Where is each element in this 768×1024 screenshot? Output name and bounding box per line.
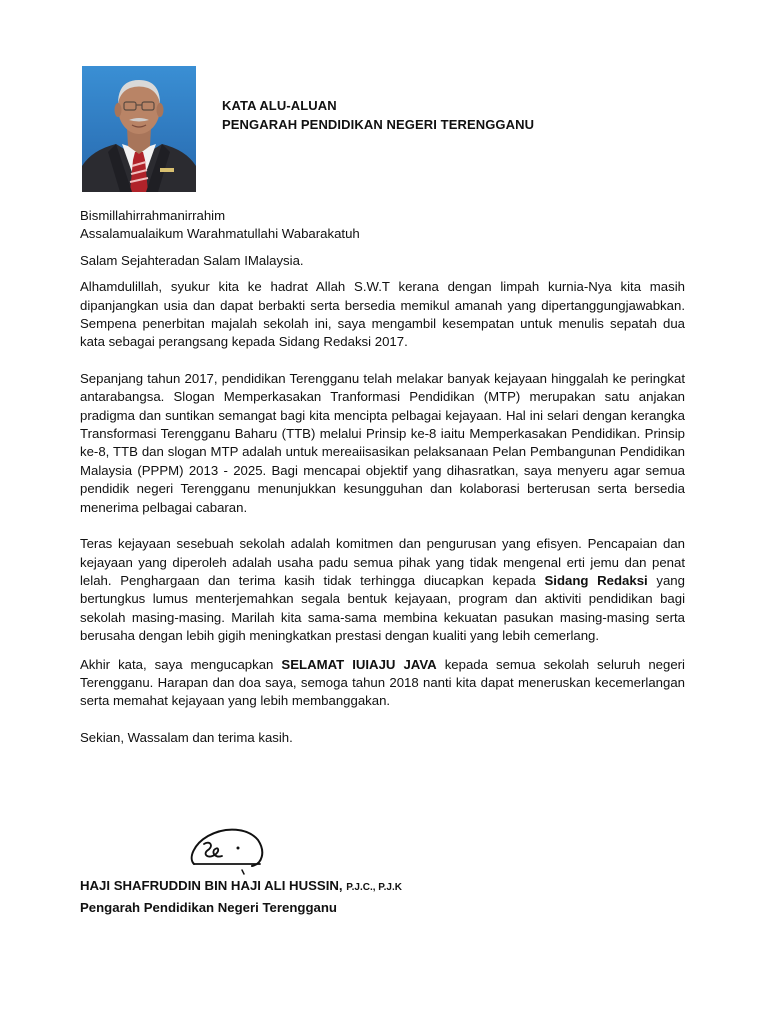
- greeting-bismillah: Bismillahirrahmanirrahim: [80, 208, 226, 223]
- signer-name: HAJI SHAFRUDDIN BIN HAJI ALI HUSSIN,: [80, 878, 343, 893]
- paragraph-4-text-a: Akhir kata, saya mengucapkan: [80, 656, 282, 672]
- signature-image: [186, 820, 270, 878]
- paragraph-3-text-b: yang bertungkus lumus menterjemahkan segala bentuk kejayaan, program dan aktiviti pendidikan bagi sekolah masing-masing. Marilah kita sama-sama membina kekuatan pasukan masing-masing serta berusaha dengan lebih gigih meningkatkan prestasi dengan kualiti yang lebih cemerlang.: [80, 572, 685, 644]
- paragraph-4-bold: SELAMAT IUIAJU JAVA: [281, 656, 437, 672]
- signer-block: [80, 876, 402, 918]
- paragraph-3-text-a: Teras kejayaan sesebuah sekolah adalah komitmen dan pengurusan yang efisyen. Pencapaian dan kejayaan yang diperoleh adalah usaha padu semua pihak yang tidak mengenal erti jemu dan penat lelah. Penghargaan dan terima kasih tidak terhingga diucapkan kepada: [80, 536, 685, 588]
- paragraph-1: Alhamdulillah, syukur kita ke hadrat Allah S.W.T kerana dengan limpah kurnia-Nya kita masih dipanjangkan usia dan dapat berbakti serta bersedia memikul amanah yang dipertanggungjawabkan. Sempena penerbitan majalah sekolah ini, saya mengambil kesempatan untuk menulis sepatah dua kata sebagai perangsang kepada Sidang Redaksi 2017.: [80, 279, 685, 350]
- heading-title: KATA ALU-ALUAN: [222, 98, 337, 113]
- paragraph-4: [80, 656, 685, 711]
- heading-subtitle: PENGARAH PENDIDIKAN NEGERI TERENGGANU: [222, 117, 535, 132]
- director-portrait: [82, 66, 196, 192]
- letter-heading: [222, 96, 534, 134]
- signer-title: Pengarah Pendidikan Negeri Terengganu: [80, 900, 337, 915]
- greeting-assalamualaikum: Assalamualaikum Warahmatullahi Wabarakatuh: [80, 226, 360, 242]
- paragraph-3: [80, 535, 685, 645]
- greeting-salam: Salam Sejahteradan Salam IMalaysia.: [80, 252, 304, 268]
- paragraph-3-bold: Sidang Redaksi: [544, 572, 648, 588]
- signer-name-line: [80, 876, 402, 898]
- signer-postnominals: P.J.C., P.J.K: [346, 882, 402, 893]
- letter-body: [80, 207, 685, 747]
- closing-line: Sekian, Wassalam dan terima kasih.: [80, 729, 293, 745]
- paragraph-2: Sepanjang tahun 2017, pendidikan Terengganu telah melakar banyak kejayaan hinggalah ke peringkat antarabangsa. Slogan Memperkasakan Tranformasi Pendidikan (MTP) merupakan satu anjakan pradigma dan suntikan semangat bagi kita mencipta pelbagai kejayaan. Hal ini selari dengan kerangka Transformasi Terengganu Baharu (TTB) melalui Prinsip ke-8 iaitu Memperkasakan Pendidikan. Prinsip ke-8, TTB dan slogan MTP adalah untuk mereaiisasikan pelaksanaan Pelan Pembangunan Pendidikan Malaysia (PPPM) 2013 - 2025. Bagi mencapai objektif yang dihasratkan, saya menyeru agar semua pendidik negeri Terengganu menunjukkan kesungguhan dan kolaborasi berterusan serta bersedia menerima pelbagai cabaran.: [80, 370, 685, 515]
- paragraph-4-text-b: kepada semua sekolah seluruh negeri Terengganu. Harapan dan doa saya, semoga tahun 2018 nanti kita dapat meneruskan kecemerlangan serta memahat kejayaan yang lebih membanggakan.: [80, 656, 685, 709]
